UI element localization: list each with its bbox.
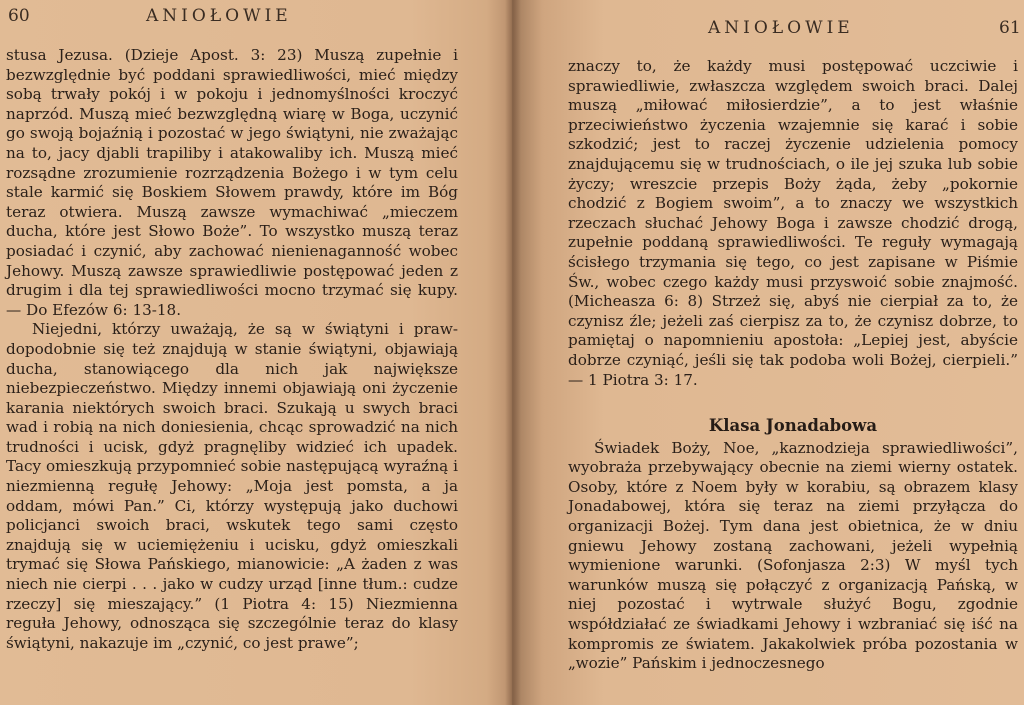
- right-paragraph-2: Świadek Boży, Noe, „kaznodzieja sprawiedliwości”, wyobraża przebywający obecnie na ziemi wierny ostatek. Osoby, które z Noem były w korabiu, są obrazem klasy Jonadabowej, która się teraz na ziemi przyłącza do organizacji Bożej. Tym dana jest obietnica, że w dniu gniewu Jehowy zostaną zachowani, jeżeli wypełnią wymienione warunki. (Sofonjasza 2:3) W myśl tych warunków muszą się połączyć z organizacją Pańską, w niej pozostać i wytrwale służyć Bogu, zgodnie współdziałać ze świadkami Jehowy i wzbraniać się iść na kompromis ze światem. Jakakolwiek próba pozostania w „wozie” Pańskim i jednoczesnego: [568, 438, 1018, 673]
- right-page: [512, 0, 1024, 705]
- page-number-left: 60: [8, 6, 30, 26]
- left-paragraph-1: stusa Jezusa. (Dzieje Apost. 3: 23) Muszą zupełnie i bezwzględnie być poddani sprawiedliwości, mieć między sobą trwały pokój i w pokoju i jednomyślności kroczyć naprzód. Muszą mieć bezwzględną wiarę w Boga, uczynić go swoją bojaźnią i pozostać w jego świątyni, nie zważając na to, jacy djabli trapiliby i atakowaliby ich. Muszą mieć rozsądne zrozumienie rozrządzenia Bożego i w tym celu stale karmić się Boskiem Słowem prawdy, które im Bóg teraz otwiera. Muszą zawsze wymachiwać „mieczem ducha, które jest Słowo Boże”. To wszystko muszą teraz posiadać i czynić, aby zachować nienienaganność wobec Jehowy. Muszą zawsze sprawiedliwie postępować jeden z drugim i dla tej sprawiedliwości mocno trzymać się kupy. — Do Efezów 6: 13-18.: [6, 46, 458, 319]
- page-number-right: 61: [999, 18, 1021, 38]
- left-body-text: [6, 46, 458, 653]
- section-title: Klasa Jonadabowa: [708, 416, 878, 436]
- book-gutter: [505, 0, 521, 705]
- left-paragraph-2: Niejedni, którzy uważają, że są w świątyni i prawdopodobnie się też znajdują w stanie świątyni, objawiają ducha, stanowiącego dla nich jak największe niebezpieczeństwo. Między innemi objawiają oni życzenie karania niektórych swoich braci. Szukają u swych braci wad i robią na nich doniesienia, chcąc sprowadzić na nich trudności i ucisk, gdyż pragnęliby widzieć ich upadek. Tacy omieszkują przypomnieć sobie następującą wyraźną i niezmienną regułę Jehowy: „Moja jest pomsta, a ja oddam, mówi Pan.” Ci, którzy występują jako duchowi policjanci swoich braci, wskutek tego sami często znajdują się w uciemiężeniu i ucisku, gdyż omieszkali trymać się Słowa Pańskiego, mianowicie: „A żaden z was niech nie cierpi . . . jako w cudzy urząd [inne tłum.: cudze rzeczy] się mieszający.” (1 Piotra 4: 15) Niezmienna reguła Jehowy, odnosząca się szczególnie teraz do klasy świątyni, nakazuje im „czynić, co jest prawe”;: [6, 320, 458, 652]
- running-head-right: ANIOŁOWIE: [708, 18, 854, 38]
- right-body-text: [568, 57, 1018, 674]
- right-paragraph-1: znaczy to, że każdy musi postępować uczciwie i sprawiedliwie, zwłaszcza względem swoich braci. Dalej muszą „miłować miłosierdzie”, a to jest właśnie przeciwieństwo życzenia wzajemnie się karać i sobie szkodzić; jest to raczej życzenie udzielenia pomocy znajdującemu się w trudnościach, o ile jej szuka lub sobie życzy; wreszcie przepis Boży żąda, żeby „pokornie chodzić z Bogiem swoim”, a to znaczy we wszystkich rzeczach słuchać Jehowy Boga i zawsze chodzić drogą, zupełnie poddaną sprawiedliwości. Te reguły wymagają ścisłego trzymania się tego, co jest zapisane w Piśmie Św., wobec czego każdy musi przyswoić sobie znajmość. (Micheasza 6: 8) Strzeż się, abyś nie cierpiał za to, że czynisz źle; jeżeli zaś cierpisz za to, że czynisz dobrze, to pamiętaj o napomnieniu apostoła: „Lepiej jest, abyście dobrze czyniąć, jeśli się tak podoba woli Bożej, cierpieli.” — 1 Piotra 3: 17.: [568, 57, 1018, 389]
- running-head-left: ANIOŁOWIE: [146, 6, 292, 26]
